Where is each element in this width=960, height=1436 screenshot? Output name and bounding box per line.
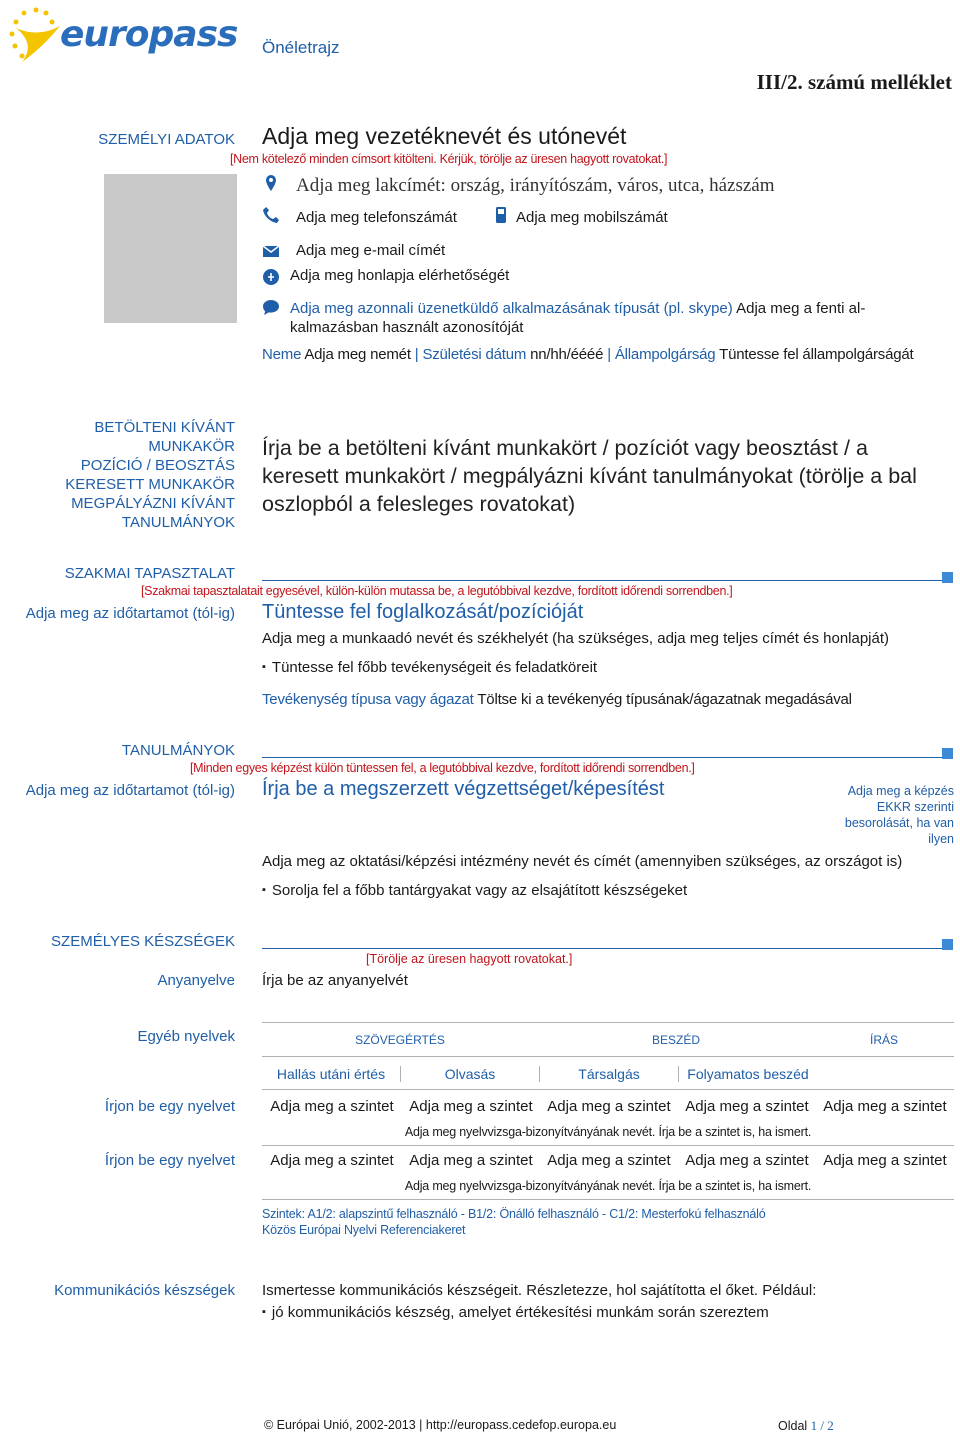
personal-label: SZEMÉLYI ADATOK <box>98 131 235 148</box>
communication-text: Ismertesse kommunikációs készségeit. Részletezze, hol sajátította el őket. Például: <box>262 1282 817 1299</box>
lang-header-row <box>262 1033 954 1047</box>
phone-number: Adja meg telefonszámát <box>296 209 457 226</box>
dob-label: Születési dátum <box>422 346 527 363</box>
website: Adja meg honlapja elérhetőségét <box>290 267 510 284</box>
sector-line <box>262 691 852 708</box>
sex-value: Adja meg nemét <box>304 346 411 363</box>
sector-value: Töltse ki a tevékenyég típusának/ágazatnak megadásával <box>477 691 852 708</box>
employer: Adja meg a munkaadó nevét és székhelyét (ha szükséges, adja meg teljes címét és honlapját) <box>262 630 890 647</box>
skills-marker <box>942 939 953 950</box>
table-rule-4 <box>262 1145 954 1146</box>
levels-note: Szintek: A1/2: alapszintű felhasználó - B1/2: Önálló felhasználó - C1/2: Mesterfokú felhasználó Közös Európai Nyelvi Referenciakeret <box>262 1207 766 1237</box>
annex-label: III/2. számú melléklet <box>756 70 952 94</box>
experience-marker <box>942 572 953 583</box>
language-2-label: Írjon be egy nyelvet <box>104 1152 235 1169</box>
doc-type: Önéletrajz <box>262 38 340 57</box>
footer-copyright: © Európai Unió, 2002-2013 | http://europass.cedefop.europa.eu <box>264 1418 617 1432</box>
phone-icon <box>262 206 280 224</box>
ekkr-level: Adja meg a képzés EKKR szerinti besorolását, ha van ilyen <box>844 784 954 846</box>
personal-note: [Nem kötelező minden címsort kitölteni. Kérjük, törölje az üresen hagyott rovatokat.] <box>230 152 668 166</box>
im-type: Adja meg azonnali üzenetküldő alkalmazásának típusát (pl. skype) <box>290 300 733 317</box>
photo-placeholder <box>104 174 237 323</box>
language-1-levels: Adja meg a szintet Adja meg a szintet Adja meg a szintet Adja meg a szintet Adja meg a szintet <box>270 1098 947 1115</box>
page-number: 1 / 2 <box>810 1418 834 1433</box>
subheader-interaction: Társalgás <box>540 1066 679 1082</box>
im-id-part1: Adja meg a fenti al- <box>736 300 866 317</box>
institution: Adja meg az oktatási/képzési intézmény nevét és címét (amennyiben szükséges, az országot is) <box>262 853 903 870</box>
logo-text: europass <box>60 14 238 55</box>
mother-tongue-value: Írja be az anyanyelvét <box>262 972 408 989</box>
education-marker <box>942 748 953 759</box>
subjects: ▪ Sorolja fel a főbb tantárgyakat vagy az elsajátított készségeket <box>262 882 687 899</box>
table-rule-5 <box>262 1199 954 1200</box>
subheader-listening: Hallás utáni értés <box>262 1066 401 1082</box>
nationality-value: Tüntesse fel állampolgárságát <box>719 346 914 363</box>
full-name: Adja meg vezetéknevét és utónevét <box>262 123 627 149</box>
other-languages-label: Egyéb nyelvek <box>137 1028 235 1045</box>
subheader-reading: Olvasás <box>401 1066 540 1082</box>
im-line <box>290 300 865 317</box>
skills-rule <box>262 948 942 949</box>
europass-logo <box>2 4 242 74</box>
sector-label: Tevékenység típusa vagy ágazat <box>262 691 474 708</box>
education-title: Írja be a megszerzett végzettséget/képesítést <box>262 778 665 800</box>
website-icon <box>262 268 280 286</box>
mobile-icon <box>492 206 510 224</box>
skills-label: SZEMÉLYES KÉSZSÉGEK <box>51 933 235 950</box>
header-speaking: BESZÉD <box>651 1033 700 1047</box>
sex-label: Neme <box>262 346 302 363</box>
communication-example: ▪ jó kommunikációs készség, amelyet értékesítési munkám során szereztem <box>262 1304 769 1321</box>
page-label: Oldal <box>778 1419 808 1433</box>
dob-value: nn/hh/éééé <box>530 346 604 363</box>
education-note: [Minden egyes képzést külön tüntessen fel, a legutóbbival kezdve, fordított időrendi sorrendben.] <box>190 761 695 775</box>
experience-note: [Szakmai tapasztalatait egyesével, külön-külön mutassa be, a legutóbbival kezdve, fordított időrendi sorrendben.] <box>141 584 733 598</box>
education-rule <box>262 757 942 758</box>
location-pin-icon <box>262 174 280 192</box>
language-1-cert: Adja meg nyelvvizsga-bizonyítványának nevét. Írja be a szintet is, ha ismert. <box>404 1125 812 1139</box>
experience-title: Tüntesse fel foglalkozását/pozícióját <box>262 601 584 623</box>
experience-period: Adja meg az időtartamot (tól-ig) <box>25 605 235 622</box>
address: Adja meg lakcímét: ország, irányítószám, város, utca, házszám <box>296 175 775 196</box>
table-rule-2 <box>262 1056 954 1057</box>
im-id-part2: kalmazásban használt azonosítóját <box>290 319 524 336</box>
language-2-levels: Adja meg a szintet Adja meg a szintet Adja meg a szintet Adja meg a szintet Adja meg a szintet <box>270 1152 947 1169</box>
education-label: TANULMÁNYOK <box>121 742 235 759</box>
mobile-number: Adja meg mobilszámát <box>516 209 668 226</box>
personal-details-line: Neme Adja meg nemét | Születési dátum nn/hh/éééé | Állampolgárság Tüntesse fel állampolgárságát <box>262 346 914 363</box>
skills-note: [Törölje az üresen hagyott rovatokat.] <box>366 952 573 966</box>
lang-subheader-row <box>262 1066 954 1082</box>
activities: ▪ Tüntesse fel főbb tevékenységeit és feladatköreit <box>262 659 597 676</box>
language-1-label: Írjon be egy nyelvet <box>104 1098 235 1115</box>
experience-rule <box>262 580 942 581</box>
chat-bubble-icon <box>262 298 280 316</box>
eu-stars-icon <box>2 4 62 74</box>
position-text: Írja be a betölteni kívánt munkakört / pozíciót vagy beosztást / a keresett munkakört / megpályázni kívánt tanulmányokat (törölje a bal oszlopból a felesleges rovatokat) <box>262 436 917 516</box>
table-rule-3 <box>262 1089 954 1090</box>
experience-label: SZAKMAI TAPASZTALAT <box>64 565 235 582</box>
communication-label: Kommunikációs készségek <box>54 1282 235 1299</box>
position-label: BETÖLTENI KÍVÁNT MUNKAKÖR POZÍCIÓ / BEOSZTÁS KERESETT MUNKAKÖR MEGPÁLYÁZNI KÍVÁNT TANULMÁNYOK <box>65 419 235 531</box>
nationality-label: Állampolgárság <box>614 346 716 363</box>
education-period: Adja meg az időtartamot (tól-ig) <box>25 782 235 799</box>
footer-page <box>778 1418 834 1434</box>
email-icon <box>262 242 280 260</box>
language-2-cert: Adja meg nyelvvizsga-bizonyítványának nevét. Írja be a szintet is, ha ismert. <box>404 1179 812 1193</box>
subheader-production: Folyamatos beszéd <box>687 1066 809 1082</box>
mother-tongue-label: Anyanyelve <box>157 972 235 989</box>
table-rule-top <box>262 1022 954 1023</box>
header-understanding: SZÖVEGÉRTÉS <box>355 1033 445 1047</box>
header-writing: ÍRÁS <box>869 1033 898 1047</box>
email-address: Adja meg e-mail címét <box>296 242 446 259</box>
